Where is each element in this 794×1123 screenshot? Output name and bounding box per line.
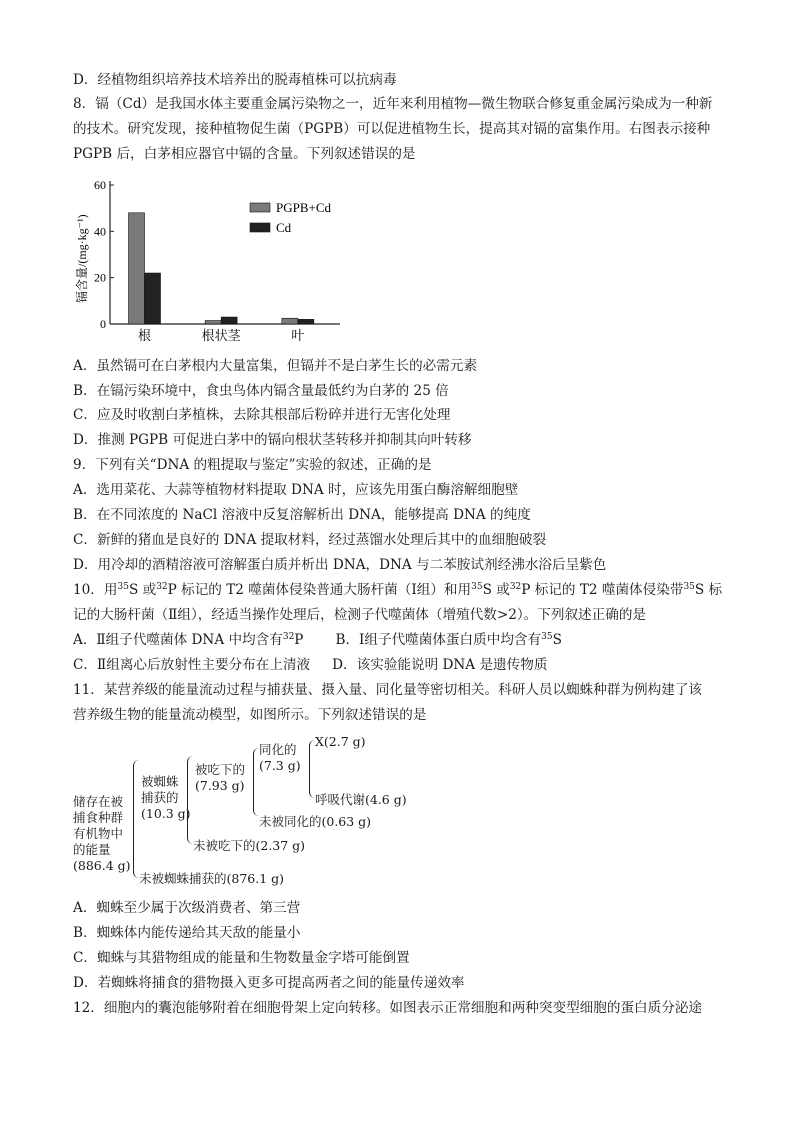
y-tick-label: 60 <box>94 178 106 192</box>
line-q8-2: 的技术。研究发现，接种植物促生菌（PGPB）可以促进植物生长，提高其对镉的富集作用。右图表示接种 <box>73 121 711 137</box>
bar <box>221 317 237 324</box>
line-q8b: B．在镉污染环境中，食虫鸟体内镉含量最低约为白茅的 25 倍 <box>73 383 449 399</box>
y-tick-label: 40 <box>94 224 106 239</box>
x-tick-label: 叶 <box>291 328 305 343</box>
node-x: X(2.7 g) <box>315 734 366 749</box>
node-root: 储存在被 捕食种群 有机物中 的能量 (886.4 g) <box>73 794 131 873</box>
line-q11a: A．蜘蛛至少属于次级消费者、第三营 <box>73 900 301 916</box>
line-q12: 12．细胞内的囊泡能够附着在细胞骨架上定向转移。如图表示正常细胞和两种突变型细胞的蛋白质分泌途 <box>73 1000 703 1016</box>
y-tick-label: 0 <box>100 317 106 331</box>
line-q9a: A．选用菜花、大蒜等植物材料提取 DNA 时，应该先用蛋白酶溶解细胞壁 <box>73 482 519 498</box>
node-captured: 被蜘蛛 捕获的 (10.3 g) <box>141 774 191 821</box>
node-uneaten: 未被吃下的(2.37 g) <box>193 838 306 853</box>
legend-swatch <box>250 203 270 212</box>
line-q11-1: 11．某营养级的能量流动过程与捕获量、摄入量、同化量等密切相关。科研人员以蜘蛛种群为例构建了该 <box>73 682 703 698</box>
line-q8a: A．虽然镉可在白茅根内大量富集，但镉并不是白茅生长的必需元素 <box>73 358 478 374</box>
bar <box>205 321 221 324</box>
line-q10-2: 记的大肠杆菌（Ⅱ组），经适当操作处理后，检测子代噬菌体（增殖代数>2）。下列叙述正确的是 <box>73 607 647 623</box>
bar <box>298 319 314 324</box>
line-q10cd: C．Ⅱ组离心后放射性主要分布在上清液 D．该实验能说明 DNA 是遗传物质 <box>73 657 548 673</box>
line-q9: 9．下列有关“DNA 的粗提取与鉴定”实验的叙述，正确的是 <box>73 457 432 473</box>
legend-swatch <box>250 223 270 232</box>
line-q11c: C．蜘蛛与其猎物组成的能量和生物数量金字塔可能倒置 <box>73 950 410 966</box>
y-axis-label: 镉含量/(mg·kg⁻¹) <box>75 214 89 303</box>
node-respiration: 呼吸代谢(4.6 g) <box>315 792 407 807</box>
x-tick-label: 根状茎 <box>201 328 241 343</box>
line-q7d: D．经植物组织培养技术培养出的脱毒植株可以抗病毒 <box>73 72 397 88</box>
line-q9b: B．在不同浓度的 NaCl 溶液中反复溶解析出 DNA，能够提高 DNA 的纯度 <box>73 507 531 523</box>
bar <box>282 318 298 324</box>
legend-label: Cd <box>276 220 292 235</box>
line-q8-3: PGPB 后，白茅相应器官中镉的含量。下列叙述错误的是 <box>73 146 416 162</box>
line-q11-2: 营养级生物的能量流动模型，如图所示。下列叙述错误的是 <box>73 707 427 723</box>
bar <box>129 213 145 324</box>
node-unassimilated: 未被同化的(0.63 g) <box>259 814 372 829</box>
line-q10-1: 10．用$^{35}$S 或$^{32}$P 标记的 T2 噬菌体侵染普通大肠杆菌（Ⅰ组）和用$^{35}$S 或$^{32}$P 标记的 T2 噬菌体侵染带$^{35}$S 标 <box>73 582 723 598</box>
cadmium-bar-chart <box>75 173 368 353</box>
bar <box>145 273 161 324</box>
line-q10ab: A．Ⅱ组子代噬菌体 DNA 中均含有$^{32}$P B．Ⅰ组子代噬菌体蛋白质中均含有$^{35}$S <box>73 632 562 648</box>
line-q11d: D．若蜘蛛将捕食的猎物摄入更多可提高两者之间的能量传递效率 <box>73 975 465 991</box>
line-q9c: C．新鲜的猪血是良好的 DNA 提取材料，经过蒸馏水处理后其中的血细胞破裂 <box>73 532 547 548</box>
line-q11b: B．蜘蛛体内能传递给其天敌的能量小 <box>73 925 301 941</box>
line-q8c: C．应及时收割白茅植株，去除其根部后粉碎并进行无害化处理 <box>73 407 451 423</box>
line-q8-1: 8．镉（Cd）是我国水体主要重金属污染物之一，近年来利用植物—微生物联合修复重金属污染成为一种新 <box>73 96 713 112</box>
y-tick-label: 20 <box>94 270 106 285</box>
node-assimilated: 同化的 (7.3 g) <box>259 742 301 773</box>
energy-flow-diagram <box>73 734 413 894</box>
line-q9d: D．用冷却的酒精溶液可溶解蛋白质并析出 DNA，DNA 与二苯胺试剂经沸水浴后呈紫色 <box>73 557 607 573</box>
x-tick-label: 根 <box>137 328 152 343</box>
node-eaten: 被吃下的 (7.93 g) <box>195 762 246 793</box>
legend-label: PGPB+Cd <box>276 200 332 215</box>
line-q8d: D．推测 PGPB 可促进白茅中的镉向根状茎转移并抑制其向叶转移 <box>73 432 472 448</box>
node-uncaptured: 未被蜘蛛捕获的(876.1 g) <box>139 871 285 886</box>
